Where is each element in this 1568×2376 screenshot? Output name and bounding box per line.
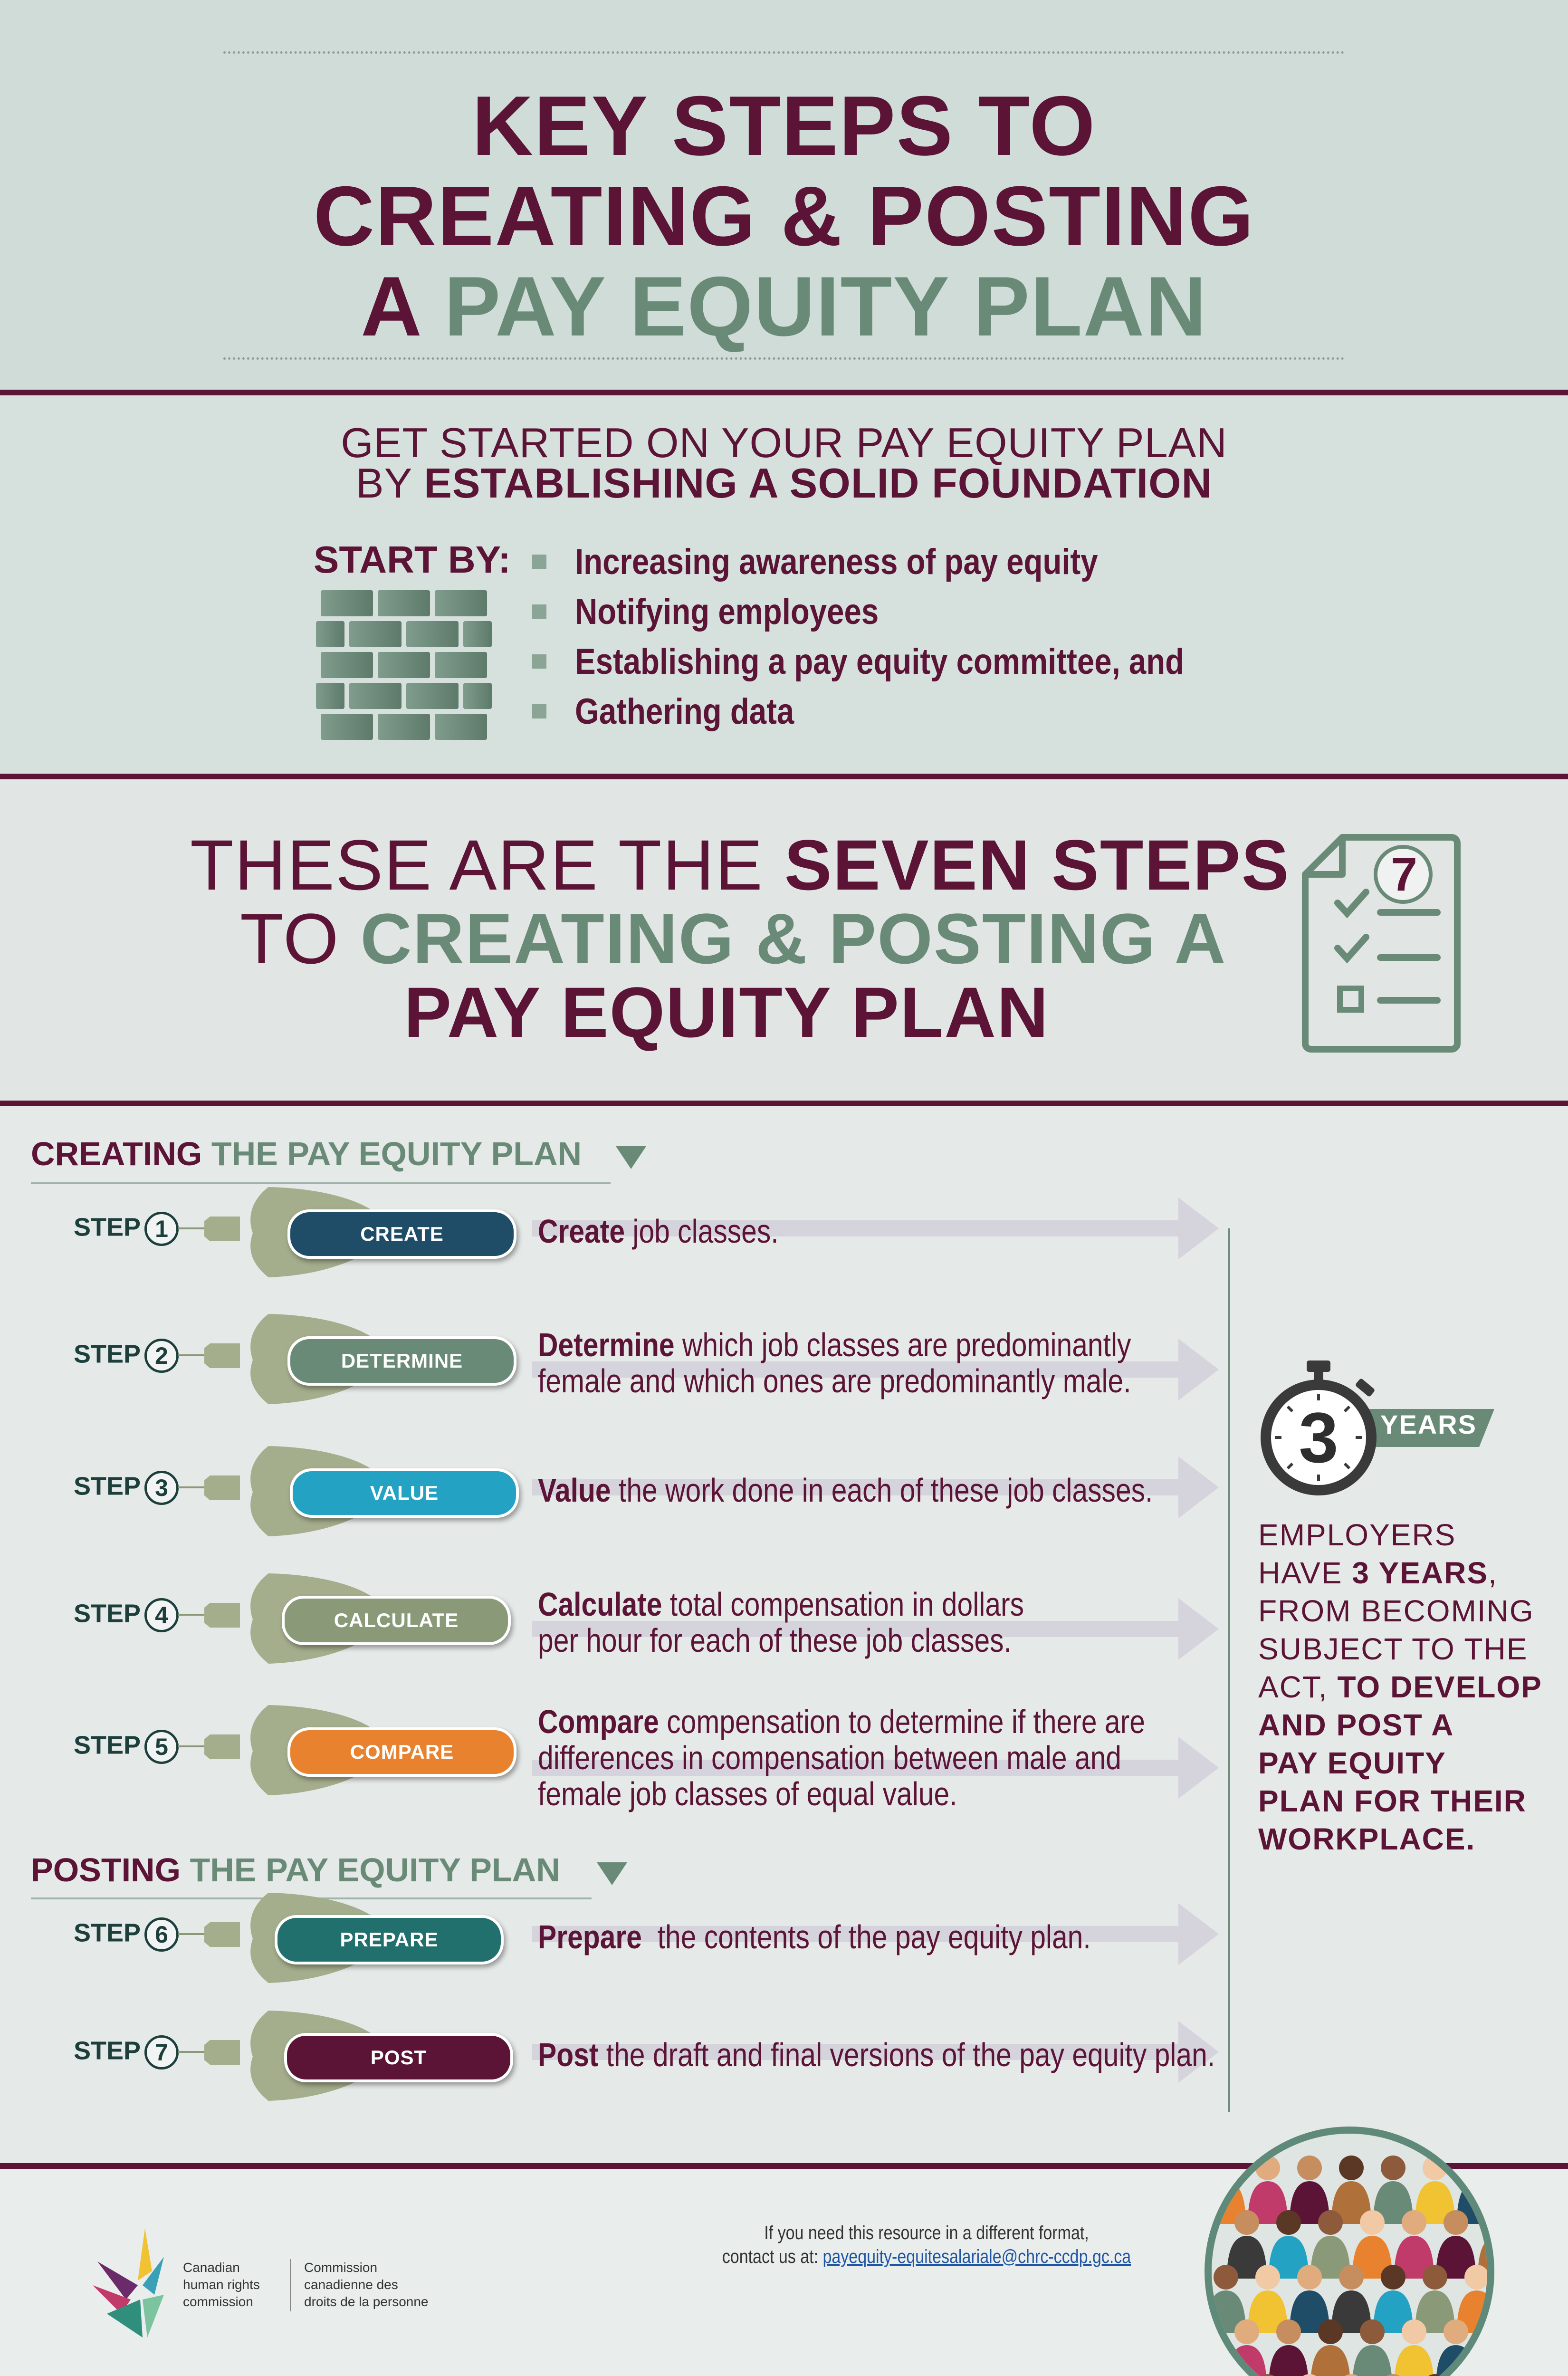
contact-line-1: If you need this resource in a different format, (764, 2223, 1089, 2243)
step-number-badge: 3 (144, 1471, 179, 1505)
bullet-text: Gathering data (575, 691, 794, 732)
title-line-3 (0, 261, 1568, 352)
step-pill-determine: DETERMINE (287, 1336, 516, 1386)
employers-line-2 (1258, 1554, 1498, 1592)
step-description (538, 2037, 1215, 2073)
step-action-word: Create (538, 1213, 625, 1250)
person-head (1464, 2156, 1489, 2180)
creating-heading (31, 1135, 582, 1173)
employers-line-6: AND POST A (1258, 1708, 1454, 1742)
step-description-line-2: per hour for each of these job classes. (538, 1622, 1012, 1659)
title-line-3-prefix: A (361, 259, 420, 354)
step-description-line-1 (538, 1919, 1091, 1955)
step-number-badge: 2 (144, 1339, 179, 1373)
section-rule (0, 774, 1568, 779)
seven-line-2-light: TO (240, 899, 340, 978)
foundation-line-2 (0, 460, 1568, 507)
seven-line-1-bold: SEVEN STEPS (784, 825, 1290, 905)
step-action-word: Compare (538, 1703, 659, 1740)
logo-divider (290, 2259, 291, 2311)
creating-heading-rest: THE PAY EQUITY PLAN (211, 1135, 582, 1172)
list-item (532, 638, 1283, 685)
person-head (1381, 2156, 1405, 2180)
list-item (532, 588, 928, 635)
step-word: STEP (74, 1340, 141, 1369)
employers-line-1: EMPLOYERS (1258, 1518, 1456, 1552)
step-word: STEP (74, 2036, 141, 2065)
step-pill-calculate: CALCULATE (282, 1596, 511, 1645)
step-action-word: Prepare (538, 1918, 642, 1955)
checklist-number: 7 (1391, 848, 1417, 901)
logo-en-line-3: commission (183, 2294, 253, 2309)
logo-en-line-1: Canadian (183, 2260, 240, 2275)
step-action-word: Value (538, 1472, 611, 1509)
person-head (1464, 2265, 1489, 2290)
step-description-text: the contents of the pay equity plan. (642, 1918, 1091, 1955)
step-description (538, 1327, 1131, 1399)
step-description-line-1 (538, 1327, 1131, 1363)
step-description-line-1 (538, 1213, 779, 1249)
step-description-text: the draft and final versions of the pay equity plan. (598, 2036, 1215, 2073)
person-head (1381, 2265, 1405, 2290)
bullet-text: Notifying employees (575, 591, 879, 632)
step-description (538, 1586, 1024, 1658)
step-description-text: compensation to determine if there are (659, 1703, 1145, 1740)
section-rule (0, 390, 1568, 395)
foundation-line-2-bold: ESTABLISHING A SOLID FOUNDATION (424, 460, 1213, 507)
title-line-3-accent: PAY EQUITY PLAN (444, 259, 1207, 354)
title-banner (0, 0, 1568, 390)
timer-unit: YEARS (1380, 1409, 1477, 1439)
employers-line-9: WORKPLACE. (1258, 1822, 1476, 1856)
top-dotted-divider (223, 51, 1345, 54)
seven-line-1 (190, 827, 1290, 903)
person-head (1339, 2156, 1364, 2180)
logo-fr-line-3: droits de la personne (304, 2294, 429, 2309)
employers-line-2-b: 3 YEARS (1352, 1556, 1489, 1590)
timer-number: 3 (1299, 1398, 1339, 1477)
person-head (1360, 2319, 1385, 2344)
chrc-logo-icon (93, 2228, 169, 2342)
step-description-line-1 (538, 1472, 1153, 1508)
person-head (1360, 2210, 1385, 2235)
step-description-text: total compensation in dollars (662, 1586, 1024, 1623)
step-description-text: which job classes are predominantly (674, 1326, 1131, 1363)
step-description (538, 1704, 1145, 1812)
step-description (538, 1919, 1091, 1955)
step-description-line-1 (538, 2037, 1215, 2073)
step-number-badge: 7 (144, 2035, 179, 2069)
person-head (1234, 2319, 1259, 2344)
employers-line-2-c: , (1488, 1556, 1498, 1590)
step-pill-value: VALUE (290, 1468, 519, 1518)
bullet-icon (532, 555, 546, 569)
list-item (532, 688, 830, 735)
seven-line-3: PAY EQUITY PLAN (404, 972, 1050, 1052)
bullet-icon (532, 704, 546, 719)
bottom-dotted-divider (223, 357, 1345, 360)
person-head (1444, 2319, 1468, 2344)
person-head (1214, 2156, 1238, 2180)
step-description-line-3: female job classes of equal value. (538, 1775, 957, 1812)
person-body (1478, 2345, 1501, 2376)
step-action-word: Determine (538, 1326, 675, 1363)
person-head (1402, 2319, 1426, 2344)
person-head (1485, 2319, 1501, 2344)
person-head (1318, 2319, 1343, 2344)
bullet-text: Increasing awareness of pay equity (575, 541, 1098, 582)
employers-line-5 (1258, 1668, 1542, 1706)
employers-line-3: FROM BECOMING (1258, 1594, 1534, 1628)
person-head (1276, 2210, 1301, 2235)
person-head (1318, 2210, 1343, 2235)
step-word: STEP (74, 1731, 141, 1760)
step-description-text: job classes. (625, 1213, 779, 1250)
step-pill-post: POST (284, 2033, 513, 2082)
step-number-badge: 6 (144, 1917, 179, 1952)
list-item (532, 538, 1183, 585)
logo-fr-line-1: Commission (304, 2260, 378, 2275)
employers-line-4: SUBJECT TO THE (1258, 1632, 1528, 1666)
triangle-down-icon (614, 1144, 648, 1171)
posting-heading (31, 1851, 560, 1889)
step-label (74, 1212, 179, 1246)
step-action-word: Post (538, 2036, 599, 2073)
person-head (1402, 2210, 1426, 2235)
step-word: STEP (74, 1599, 141, 1628)
foundation-line-2-prefix: BY (355, 460, 412, 507)
step-number-badge: 5 (144, 1730, 179, 1764)
person-head (1214, 2374, 1238, 2376)
person-head (1214, 2265, 1238, 2290)
employers-line-5-b: TO DEVELOP (1337, 1670, 1542, 1704)
logo-fr-line-2: canadienne des (304, 2277, 398, 2292)
seven-line-2-bold: CREATING & POSTING A (360, 899, 1227, 978)
person-head (1464, 2374, 1489, 2376)
step-action-word: Calculate (538, 1586, 662, 1623)
contact-email-link[interactable]: payequity-equitesalariale@chrc-ccdp.gc.ca (822, 2246, 1131, 2267)
step-word: STEP (74, 1213, 141, 1242)
step-description-line-2: female and which ones are predominantly male. (538, 1362, 1131, 1399)
employers-line-2-a: HAVE (1258, 1556, 1343, 1590)
seven-steps-section (0, 779, 1568, 1100)
bullet-icon (532, 654, 546, 669)
bullet-icon (532, 604, 546, 619)
step-label (74, 1730, 179, 1764)
title-line-1: KEY STEPS TO (472, 78, 1096, 173)
creating-heading-bold: CREATING (31, 1135, 202, 1172)
employers-line-5-a: ACT, (1258, 1670, 1328, 1704)
title-line-2: CREATING & POSTING (313, 169, 1255, 263)
start-by-label: START BY: (314, 538, 511, 581)
step-number-badge: 1 (144, 1212, 179, 1246)
step-label (74, 1471, 179, 1505)
employers-line-7: PAY EQUITY (1258, 1746, 1446, 1780)
foundation-line-1: GET STARTED ON YOUR PAY EQUITY PLAN (341, 419, 1227, 466)
step-label (74, 1917, 179, 1952)
logo-en-line-2: human rights (183, 2277, 260, 2292)
person-head (1444, 2210, 1468, 2235)
person-head (1255, 2265, 1280, 2290)
step-word: STEP (74, 1918, 141, 1947)
foundation-section (0, 395, 1568, 773)
vertical-divider (1228, 1228, 1230, 2112)
step-pill-create: CREATE (287, 1209, 516, 1259)
seven-line-1-light: THESE ARE THE (190, 825, 764, 905)
person-head (1297, 2265, 1322, 2290)
step-number-badge: 4 (144, 1598, 179, 1632)
person-head (1234, 2210, 1259, 2235)
posting-heading-bold: POSTING (31, 1851, 181, 1888)
person-head (1339, 2265, 1364, 2290)
bullet-text: Establishing a pay equity committee, and (575, 641, 1185, 682)
step-description-line-1 (538, 1586, 1024, 1622)
brick-wall-icon (316, 585, 501, 747)
step-description-line-2: differences in compensation between male and (538, 1739, 1121, 1776)
contact-prefix: contact us at: (722, 2246, 819, 2267)
triangle-down-icon (595, 1860, 629, 1887)
posting-heading-rest: THE PAY EQUITY PLAN (190, 1851, 560, 1888)
person-head (1276, 2319, 1301, 2344)
step-description-text: the work done in each of these job classes. (611, 1472, 1153, 1509)
contact-line-2 (684, 2245, 1169, 2269)
step-label (74, 2035, 179, 2069)
step-pill-prepare: PREPARE (275, 1915, 504, 1964)
crowd-illustration (1197, 2124, 1501, 2376)
person-head (1297, 2156, 1322, 2180)
person-head (1423, 2265, 1447, 2290)
step-label (74, 1339, 179, 1373)
employers-line-8: PLAN FOR THEIR (1258, 1784, 1527, 1818)
step-description-line-1 (538, 1704, 1145, 1740)
step-description (538, 1472, 1153, 1508)
step-label (74, 1598, 179, 1632)
seven-line-2 (240, 901, 1227, 977)
step-word: STEP (74, 1472, 141, 1501)
step-pill-compare: COMPARE (287, 1727, 516, 1777)
step-description (538, 1213, 779, 1249)
